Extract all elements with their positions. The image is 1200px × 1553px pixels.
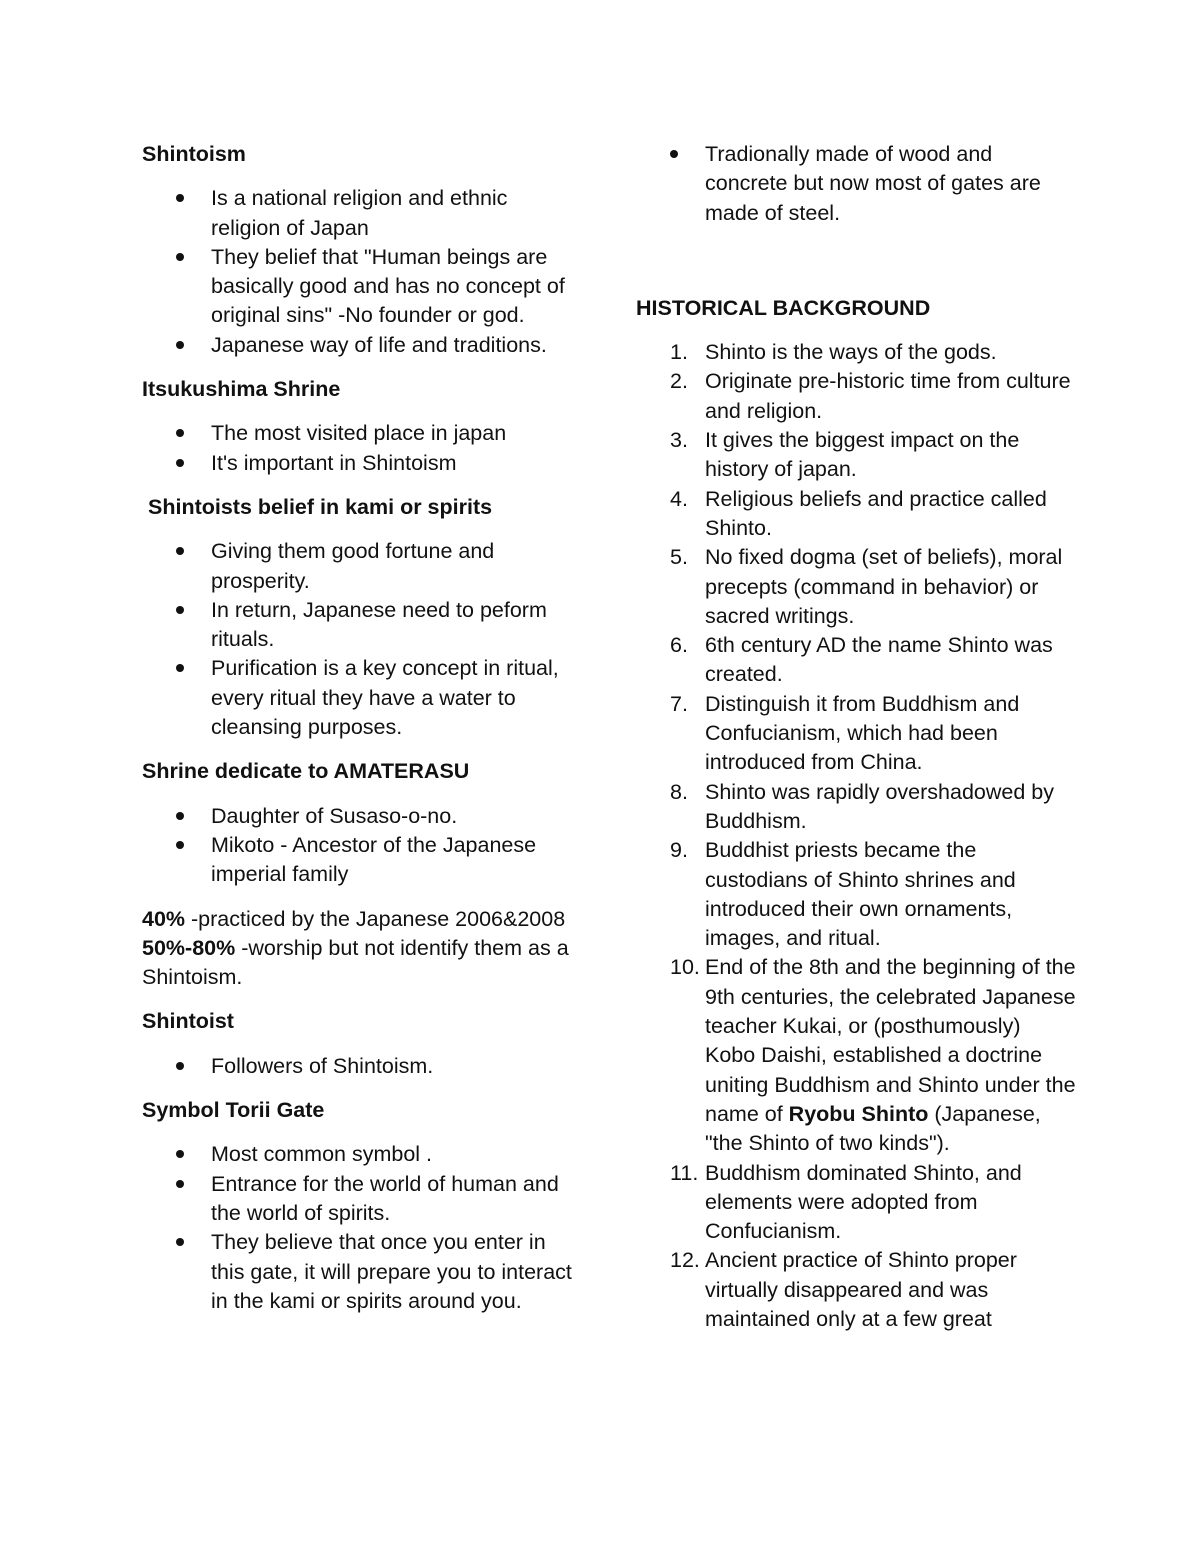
item-text: Buddhism dominated Shinto, and elements were adopted from Confucianism. (705, 1160, 1022, 1244)
list-item (636, 1246, 1076, 1334)
item-number: 10. (670, 955, 700, 980)
list-item: They believe that once you enter in this gate, it will prepare you to interact in the kami or spirits around you. (142, 1228, 582, 1316)
item-number: 3. (670, 428, 688, 453)
stat-percent-worship: 50%-80% (142, 935, 236, 960)
list-item (636, 953, 1076, 1158)
item-text: Originate pre-historic time from culture and religion. (705, 369, 1071, 423)
heading-kami-spirits: Shintoists belief in kami or spirits (148, 494, 493, 519)
list-item: They belief that "Human beings are basically good and has no concept of original sins" -No founder or god. (142, 243, 582, 331)
shintoist-list (142, 1052, 582, 1081)
stat-text-practiced: -practiced by the Japanese 2006&2008 (185, 906, 566, 931)
item-number: 7. (670, 691, 688, 716)
item-number: 4. (670, 486, 688, 511)
list-item (636, 426, 1076, 485)
list-item: Entrance for the world of human and the world of spirits. (142, 1170, 582, 1229)
itsukushima-list (142, 419, 582, 478)
list-item (636, 543, 1076, 631)
list-item: In return, Japanese need to peform rituals. (142, 596, 582, 655)
item-number: 12. (670, 1248, 700, 1273)
heading-itsukushima-shrine: Itsukushima Shrine (142, 377, 341, 402)
item-number: 11. (670, 1160, 699, 1185)
item-text-after: (Japanese, "the Shinto of two kinds"). (705, 1101, 1041, 1156)
item-text: No fixed dogma (set of beliefs), moral precepts (command in behavior) or sacred writings. (705, 545, 1063, 628)
heading-torii-gate: Symbol Torii Gate (142, 1098, 325, 1123)
item-text: Buddhist priests became the custodians of Shinto shrines and introduced their own ornaments, images, and ritual. (705, 838, 1016, 951)
item-text: 6th century AD the name Shinto was created. (705, 633, 1053, 687)
heading-shintoism: Shintoism (142, 142, 246, 166)
historical-list (636, 338, 1076, 1334)
stat-percent-practiced: 40% (142, 906, 186, 931)
item-text: Distinguish it from Buddhism and Confucianism, which had been introduced from China. (705, 691, 1020, 775)
list-item: Is a national religion and ethnic religion of Japan (142, 184, 582, 243)
item-number: 2. (670, 369, 688, 394)
item-text: Shinto is the ways of the gods. (705, 340, 997, 365)
item-number: 9. (670, 838, 688, 863)
list-item: Mikoto - Ancestor of the Japanese imperial family (142, 831, 582, 890)
shintoism-list (142, 184, 582, 360)
statistics-paragraph (142, 905, 582, 993)
stat-text-worship: -worship but not identify them as a Shintoism. (142, 935, 569, 990)
list-item: It's important in Shintoism (142, 449, 582, 478)
list-item (636, 778, 1076, 837)
list-item: The most visited place in japan (142, 419, 582, 448)
list-item: Purification is a key concept in ritual, every ritual they have a water to cleansing purposes. (142, 654, 582, 742)
item-bold-term: Ryobu Shinto (788, 1101, 929, 1126)
list-item (636, 338, 1076, 367)
list-item (636, 485, 1076, 544)
list-item: Most common symbol . (142, 1140, 582, 1169)
item-text: Shinto was rapidly overshadowed by Buddhism. (705, 779, 1054, 833)
list-item: Japanese way of life and traditions. (142, 331, 582, 360)
torii-list (142, 1140, 582, 1316)
list-item (636, 690, 1076, 778)
item-number: 6. (670, 633, 688, 658)
heading-historical-background: HISTORICAL BACKGROUND (636, 295, 931, 320)
list-item: Daughter of Susaso-o-no. (142, 802, 582, 831)
kami-list (142, 537, 582, 742)
amaterasu-list (142, 802, 582, 890)
list-item (636, 367, 1076, 426)
item-text: Ancient practice of Shinto proper virtually disappeared and was maintained only at a few great (705, 1248, 1017, 1331)
list-item: Giving them good fortune and prosperity. (142, 537, 582, 596)
item-number: 1. (670, 340, 688, 365)
list-item (636, 631, 1076, 690)
item-number: 5. (670, 545, 688, 570)
right-column (636, 140, 1076, 1334)
item-number: 8. (670, 779, 688, 804)
list-item (636, 836, 1076, 953)
left-column (142, 140, 582, 1331)
list-item: Followers of Shintoism. (142, 1052, 582, 1081)
heading-shintoist: Shintoist (142, 1009, 234, 1034)
torii-list-continued (636, 140, 1076, 228)
item-text: End of the 8th and the beginning of the 9th centuries, the celebrated Japanese teacher Kukai, or (posthumously) Kobo Daishi, established a doctrine uniting Buddhism and Shinto under the name of (705, 955, 1076, 1126)
item-text: Religious beliefs and practice called Shinto. (705, 486, 1047, 540)
list-item (636, 1159, 1076, 1247)
item-text: It gives the biggest impact on the history of japan. (705, 428, 1020, 482)
list-item: Tradionally made of wood and concrete but now most of gates are made of steel. (636, 140, 1076, 228)
heading-amaterasu: Shrine dedicate to AMATERASU (142, 759, 470, 784)
